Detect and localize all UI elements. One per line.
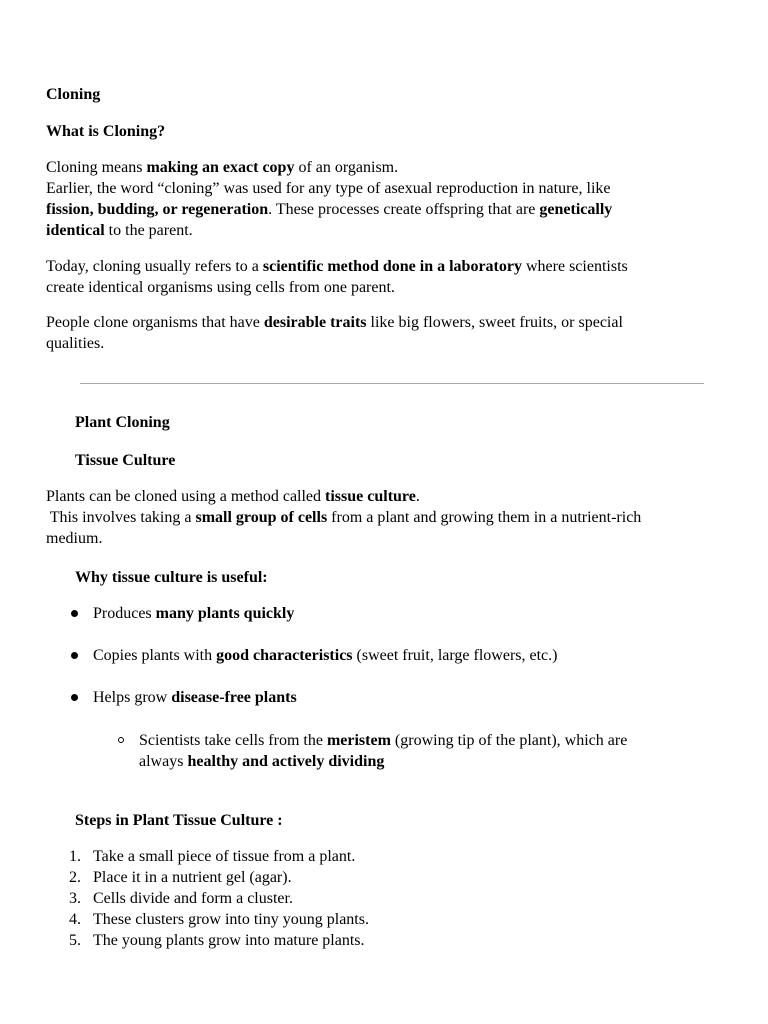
numbered-list-item-3: Cells divide and form a cluster.	[93, 890, 293, 907]
section-heading-tissue-culture: Tissue Culture	[75, 452, 176, 469]
horizontal-divider	[80, 383, 704, 384]
bullet-icon	[71, 610, 78, 617]
section-heading-what-is-cloning: What is Cloning?	[46, 123, 166, 140]
list-number: 1.	[69, 848, 81, 865]
list-item-bullet-2: Copies plants with good characteristics (sweet fruit, large flowers, etc.)	[93, 647, 558, 664]
sub-list-item-line2: always healthy and actively dividing	[139, 753, 385, 770]
sub-list-item-line1: Scientists take cells from the meristem (growing tip of the plant), which are	[139, 732, 628, 749]
paragraph-tissue-line3: medium.	[46, 530, 103, 547]
bullet-icon	[71, 652, 78, 659]
paragraph-history-line2: fission, budding, or regeneration. These processes create offspring that are genetically	[46, 201, 613, 218]
hollow-bullet-icon	[118, 737, 124, 743]
list-number: 5.	[69, 932, 81, 949]
paragraph-tissue-line1: Plants can be cloned using a method called tissue culture.	[46, 488, 420, 505]
list-item-bullet-1: Produces many plants quickly	[93, 605, 295, 622]
list-number: 3.	[69, 890, 81, 907]
section-heading-plant-cloning: Plant Cloning	[75, 414, 170, 431]
doc-title: Cloning	[46, 86, 101, 103]
paragraph-history-line3: identical to the parent.	[46, 222, 193, 239]
paragraph-today-line2: create identical organisms using cells from one parent.	[46, 279, 395, 296]
numbered-list-item-5: The young plants grow into mature plants.	[93, 932, 365, 949]
paragraph-tissue-line2: This involves taking a small group of cells from a plant and growing them in a nutrient-rich	[46, 509, 642, 526]
list-number: 4.	[69, 911, 81, 928]
bullet-icon	[71, 694, 78, 701]
paragraph-definition: Cloning means making an exact copy of an organism.	[46, 159, 399, 176]
paragraph-traits-line2: qualities.	[46, 335, 105, 352]
numbered-list-item-4: These clusters grow into tiny young plants.	[93, 911, 369, 928]
section-heading-steps: Steps in Plant Tissue Culture :	[75, 812, 283, 829]
numbered-list-item-2: Place it in a nutrient gel (agar).	[93, 869, 292, 886]
numbered-list-item-1: Take a small piece of tissue from a plant.	[93, 848, 356, 865]
paragraph-today-line1: Today, cloning usually refers to a scientific method done in a laboratory where scientists	[46, 258, 628, 275]
section-heading-why-useful: Why tissue culture is useful:	[75, 569, 268, 586]
paragraph-history-line1: Earlier, the word “cloning” was used for any type of asexual reproduction in nature, like	[46, 180, 611, 197]
list-item-bullet-3: Helps grow disease-free plants	[93, 689, 297, 706]
paragraph-traits-line1: People clone organisms that have desirable traits like big flowers, sweet fruits, or special	[46, 314, 623, 331]
list-number: 2.	[69, 869, 81, 886]
